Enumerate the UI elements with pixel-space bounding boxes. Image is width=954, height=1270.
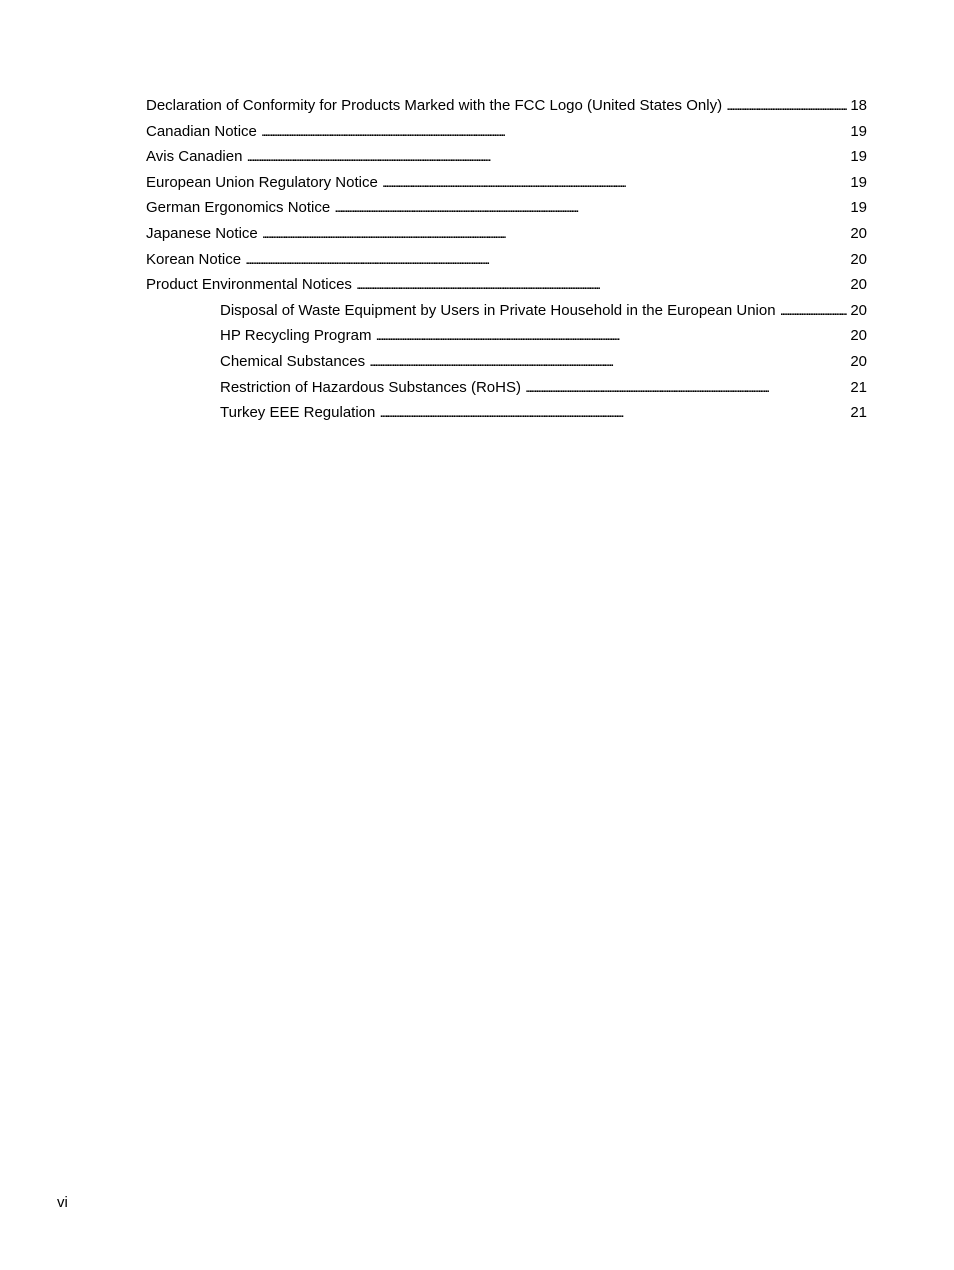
toc-dot-leader <box>525 377 847 398</box>
toc-entry[interactable] <box>146 249 867 275</box>
page-number: vi <box>57 1194 68 1211</box>
toc-dot-leader <box>261 121 847 142</box>
toc-dot-leader <box>780 300 848 321</box>
toc-entry-title: Disposal of Waste Equipment by Users in Private Household in the European Union <box>220 301 776 319</box>
toc-entry-title: Product Environmental Notices <box>146 276 352 294</box>
toc-entry-title: Korean Notice <box>146 250 242 268</box>
toc-entry[interactable] <box>146 121 867 147</box>
toc-dot-leader <box>369 351 847 372</box>
toc-entry-page: 18 <box>850 97 867 114</box>
toc-subentry[interactable] <box>146 351 867 377</box>
toc-subentry[interactable] <box>146 377 867 403</box>
toc-entry-title: German Ergonomics Notice <box>146 199 331 217</box>
toc-entry-title: Japanese Notice <box>146 224 258 242</box>
toc-entry-page: 20 <box>850 250 867 268</box>
toc-dot-leader <box>262 223 848 244</box>
toc-entry[interactable] <box>146 274 867 300</box>
toc-entry-title: Restriction of Hazardous Substances (RoHS) <box>220 378 521 396</box>
toc-entry-title: European Union Regulatory Notice <box>146 173 378 191</box>
toc-entry[interactable] <box>146 197 867 223</box>
toc-dot-leader <box>375 325 847 346</box>
toc-subentry[interactable] <box>146 300 867 326</box>
toc-entry-title: Declaration of Conformity for Products Marked with the FCC Logo (United States Only) <box>146 97 723 114</box>
toc-entry[interactable] <box>146 223 867 249</box>
toc-entry[interactable] <box>146 95 867 121</box>
toc-entry-page: 19 <box>850 122 867 140</box>
toc-entry-title: HP Recycling Program <box>220 327 372 345</box>
toc-subentry[interactable] <box>146 325 867 351</box>
toc-entry-page: 19 <box>850 199 867 217</box>
toc-dot-leader <box>382 172 848 193</box>
toc-subentry[interactable] <box>146 402 867 428</box>
toc-entry-page: 20 <box>850 224 867 242</box>
toc-entry-title: Avis Canadien <box>146 148 243 166</box>
toc-entry[interactable] <box>146 146 867 172</box>
toc-entry-page: 19 <box>850 173 867 191</box>
toc-entry-page: 20 <box>850 301 867 319</box>
toc-dot-leader <box>379 402 847 423</box>
toc-dot-leader <box>726 95 847 116</box>
toc-entry[interactable] <box>146 172 867 198</box>
toc-entry-page: 19 <box>850 148 867 166</box>
toc-entry-page: 21 <box>850 378 867 396</box>
table-of-contents <box>146 95 867 428</box>
toc-dot-leader <box>334 197 847 218</box>
toc-entry-title: Turkey EEE Regulation <box>220 404 376 422</box>
toc-entry-title: Canadian Notice <box>146 122 257 140</box>
toc-dot-leader <box>246 146 847 167</box>
toc-entry-page: 20 <box>850 327 867 345</box>
toc-dot-leader <box>356 274 847 295</box>
toc-entry-title: Chemical Substances <box>220 352 366 370</box>
toc-dot-leader <box>245 249 847 270</box>
toc-entry-page: 21 <box>850 404 867 422</box>
toc-entry-page: 20 <box>850 276 867 294</box>
toc-entry-page: 20 <box>850 352 867 370</box>
